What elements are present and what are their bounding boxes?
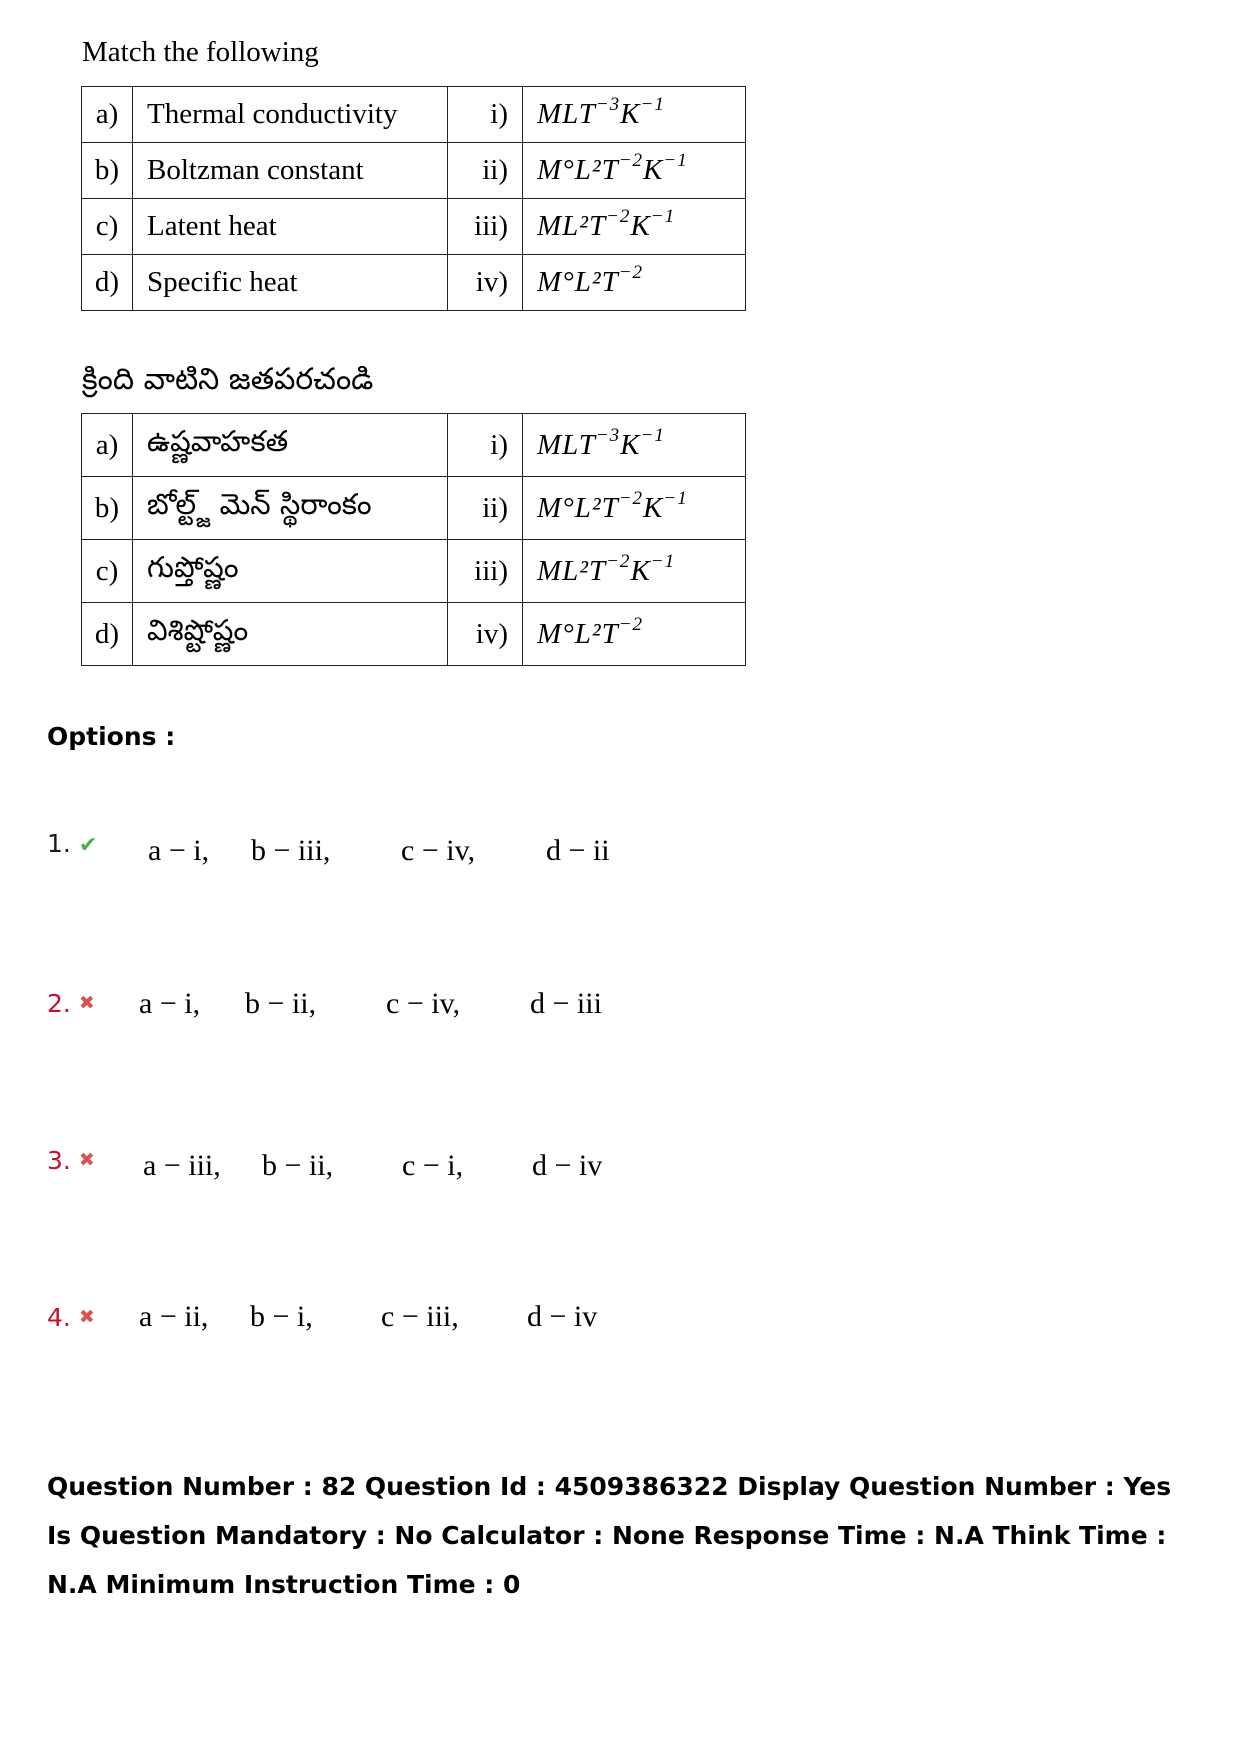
match-table-english xyxy=(81,86,746,311)
row-item: విశిష్టోష్ణం xyxy=(133,603,448,666)
question-metadata: Question Number : 82 Question Id : 4509386322 Display Question Number : Yes Is Question Mandatory : No Calculator : None Response Time : N.A Think Time : N.A Minimum Instruction Time : 0 xyxy=(47,1472,1172,1599)
option-1-number[interactable]: 1. ✔ xyxy=(47,829,98,858)
row-item: Specific heat xyxy=(133,255,448,311)
row-dimension: $M^\circ L^2T^{-2}$ xyxy=(523,255,746,311)
option-part: b − iii, xyxy=(251,834,331,867)
row-label: d) xyxy=(82,603,133,666)
option-2-text[interactable] xyxy=(124,953,602,1021)
row-label: a) xyxy=(82,87,133,143)
row-roman: iii) xyxy=(448,199,523,255)
option-part: c − iii, xyxy=(381,1300,459,1333)
row-dimension: $MLT^{-3}K^{-1}$ xyxy=(523,87,746,143)
table-row xyxy=(82,87,746,143)
option-part: a − i, xyxy=(148,834,210,867)
row-roman: i) xyxy=(448,414,523,477)
cross-icon: ✖ xyxy=(78,1149,95,1171)
row-dimension: $ML^2T^{-2}K^{-1}$ xyxy=(523,540,746,603)
row-label: b) xyxy=(82,143,133,199)
table-row xyxy=(82,477,746,540)
row-item: గుప్తోష్ణం xyxy=(133,540,448,603)
question-title-english: Match the following xyxy=(82,36,319,68)
option-2-number[interactable]: 2. ✖ xyxy=(47,989,95,1018)
row-dimension: $M^\circ L^2T^{-2}K^{-1}$ xyxy=(523,143,746,199)
table-row xyxy=(82,603,746,666)
cross-icon: ✖ xyxy=(78,1306,95,1328)
option-part: b − ii, xyxy=(262,1149,334,1182)
check-icon: ✔ xyxy=(78,833,98,858)
row-item: ఉష్ణవాహకత xyxy=(133,414,448,477)
option-4-number[interactable]: 4. ✖ xyxy=(47,1303,95,1332)
row-roman: iv) xyxy=(448,603,523,666)
option-3-text[interactable] xyxy=(128,1115,602,1183)
table-row xyxy=(82,540,746,603)
option-part: a − ii, xyxy=(139,1300,209,1333)
row-dimension: $M^\circ L^2T^{-2}$ xyxy=(523,603,746,666)
row-label: d) xyxy=(82,255,133,311)
table-row xyxy=(82,199,746,255)
row-roman: i) xyxy=(448,87,523,143)
option-part: d − iii xyxy=(530,987,602,1020)
row-dimension: $ML^2T^{-2}K^{-1}$ xyxy=(523,199,746,255)
row-item: Thermal conductivity xyxy=(133,87,448,143)
option-part: d − iv xyxy=(527,1300,598,1333)
option-part: a − i, xyxy=(139,987,201,1020)
question-title-telugu: క్రింది వాటిని జతపరచండి xyxy=(82,362,374,397)
row-item: Boltzman constant xyxy=(133,143,448,199)
row-item: బోల్ట్జ్ మెన్ స్థిరాంకం xyxy=(133,477,448,540)
table-row xyxy=(82,255,746,311)
option-3-number[interactable]: 3. ✖ xyxy=(47,1146,95,1175)
row-label: a) xyxy=(82,414,133,477)
row-roman: iv) xyxy=(448,255,523,311)
option-part: d − iv xyxy=(532,1149,603,1182)
row-dimension: $M^\circ L^2T^{-2}K^{-1}$ xyxy=(523,477,746,540)
cross-icon: ✖ xyxy=(78,992,95,1014)
option-1-text[interactable] xyxy=(133,800,610,868)
row-label: c) xyxy=(82,540,133,603)
option-part: c − iv, xyxy=(401,834,476,867)
option-part: b − i, xyxy=(250,1300,313,1333)
row-dimension: $MLT^{-3}K^{-1}$ xyxy=(523,414,746,477)
row-roman: iii) xyxy=(448,540,523,603)
row-item: Latent heat xyxy=(133,199,448,255)
options-heading: Options : xyxy=(47,722,176,751)
option-4-text[interactable] xyxy=(124,1266,597,1334)
option-part: c − iv, xyxy=(386,987,461,1020)
table-row xyxy=(82,414,746,477)
option-part: d − ii xyxy=(546,834,610,867)
option-part: b − ii, xyxy=(245,987,317,1020)
row-roman: ii) xyxy=(448,477,523,540)
row-roman: ii) xyxy=(448,143,523,199)
option-part: a − iii, xyxy=(143,1149,221,1182)
match-table-telugu xyxy=(81,413,746,666)
table-row xyxy=(82,143,746,199)
row-label: b) xyxy=(82,477,133,540)
row-label: c) xyxy=(82,199,133,255)
option-part: c − i, xyxy=(402,1149,464,1182)
